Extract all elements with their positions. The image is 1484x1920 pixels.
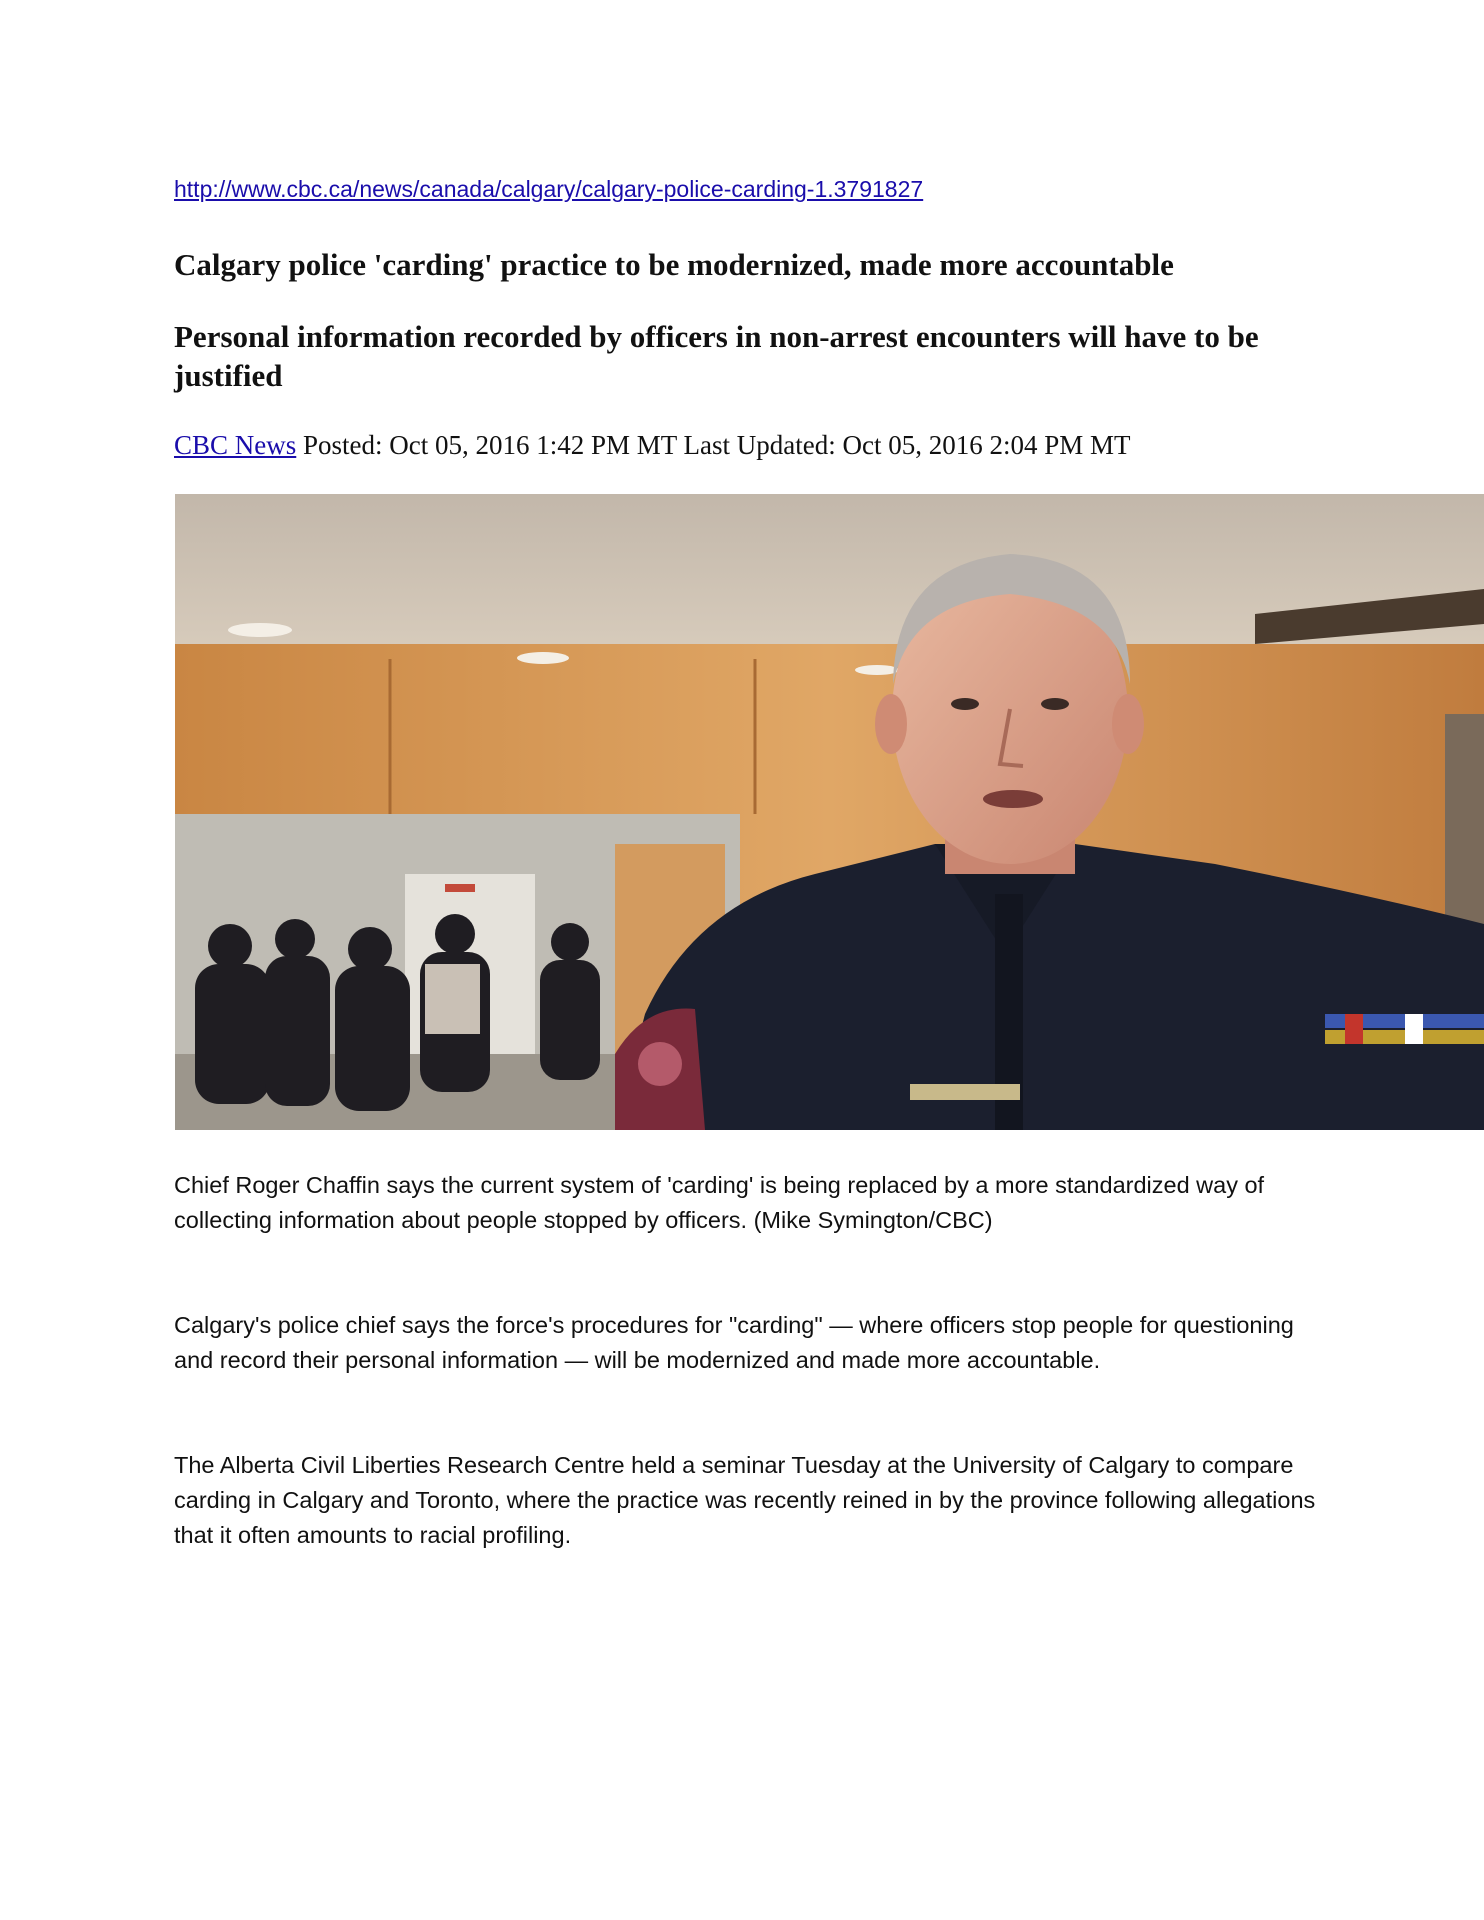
subheadline: Personal information recorded by officers in non-arrest encounters will have to be justified — [174, 319, 1259, 393]
article-paragraph-2: The Alberta Civil Liberties Research Centre held a seminar Tuesday at the University of Calgary to compare carding in Calgary and Toronto, where the practice was recently reined in by the province following allegations that it often amounts to racial profiling. — [174, 1452, 1316, 1548]
article-paragraph-1: Calgary's police chief says the force's procedures for "carding" — where officers stop people for questioning and record their personal information — will be modernized and made more accountable. — [174, 1312, 1294, 1373]
byline-source-link[interactable]: CBC News — [174, 430, 297, 460]
source-url-link[interactable]: http://www.cbc.ca/news/canada/calgary/calgary-police-carding-1.3791827 — [174, 176, 924, 202]
byline — [174, 428, 1131, 462]
byline-dates: Posted: Oct 05, 2016 1:42 PM MT Last Updated: Oct 05, 2016 2:04 PM MT — [296, 430, 1131, 460]
article-photo — [175, 494, 1484, 1130]
photo-caption: Chief Roger Chaffin says the current system of 'carding' is being replaced by a more standardized way of collecting information about people stopped by officers. (Mike Symington/CBC) — [174, 1172, 1265, 1233]
headline: Calgary police 'carding' practice to be modernized, made more accountable — [174, 247, 1174, 282]
